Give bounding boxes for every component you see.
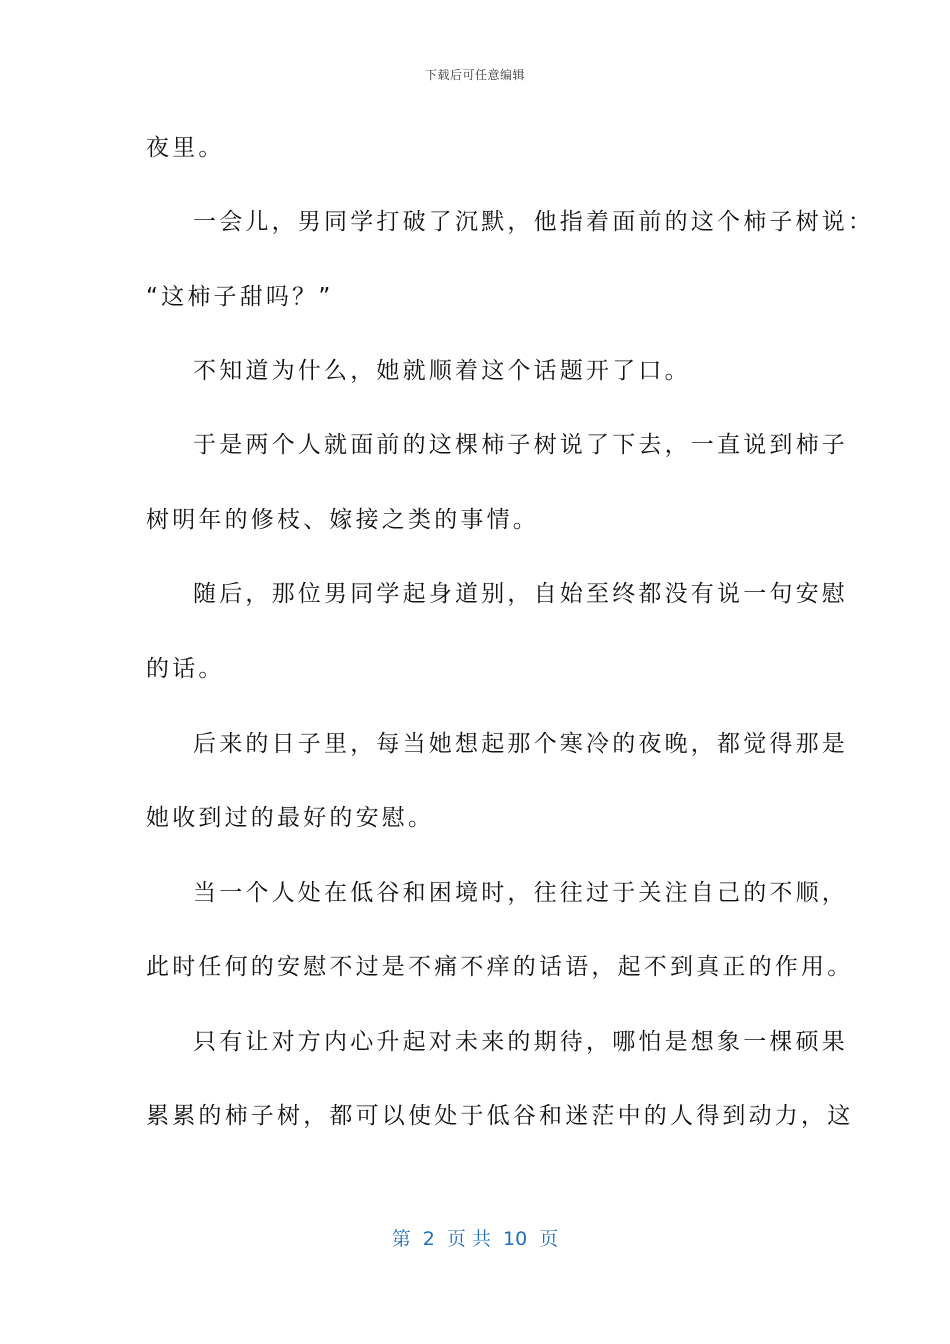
text-line: 后来的日子里，每当她想起那个寒冷的夜晚，都觉得那是: [193, 731, 848, 757]
text-line: 的话。: [146, 656, 225, 682]
text-line: 当一个人处在低谷和困境时，往往过于关注自己的不顺，: [193, 880, 848, 906]
text-line: 随后，那位男同学起身道别，自始至终都没有说一句安慰: [193, 581, 848, 607]
page-header-note: 下载后可任意编辑: [424, 68, 525, 82]
text-line: 一会儿，男同学打破了沉默，他指着面前的这个柿子树说：: [193, 209, 875, 235]
text-line: 只有让对方内心升起对未来的期待，哪怕是想象一棵硕果: [193, 1029, 848, 1055]
text-line: 她收到过的最好的安慰。: [146, 805, 435, 831]
text-line: 于是两个人就面前的这棵柿子树说了下去，一直说到柿子: [193, 432, 848, 458]
text-line: “这柿子甜吗？”: [146, 284, 334, 310]
text-line: 夜里。: [146, 135, 225, 161]
page-number: 第 2 页 共 10 页: [391, 1228, 559, 1250]
text-line: 树明年的修枝、嫁接之类的事情。: [146, 507, 539, 533]
text-line: 累累的柿子树，都可以使处于低谷和迷茫中的人得到动力，这: [146, 1103, 854, 1129]
text-line: 不知道为什么，她就顺着这个话题开了口。: [193, 358, 691, 384]
text-line: 此时任何的安慰不过是不痛不痒的话语，起不到真正的作用。: [146, 954, 854, 980]
